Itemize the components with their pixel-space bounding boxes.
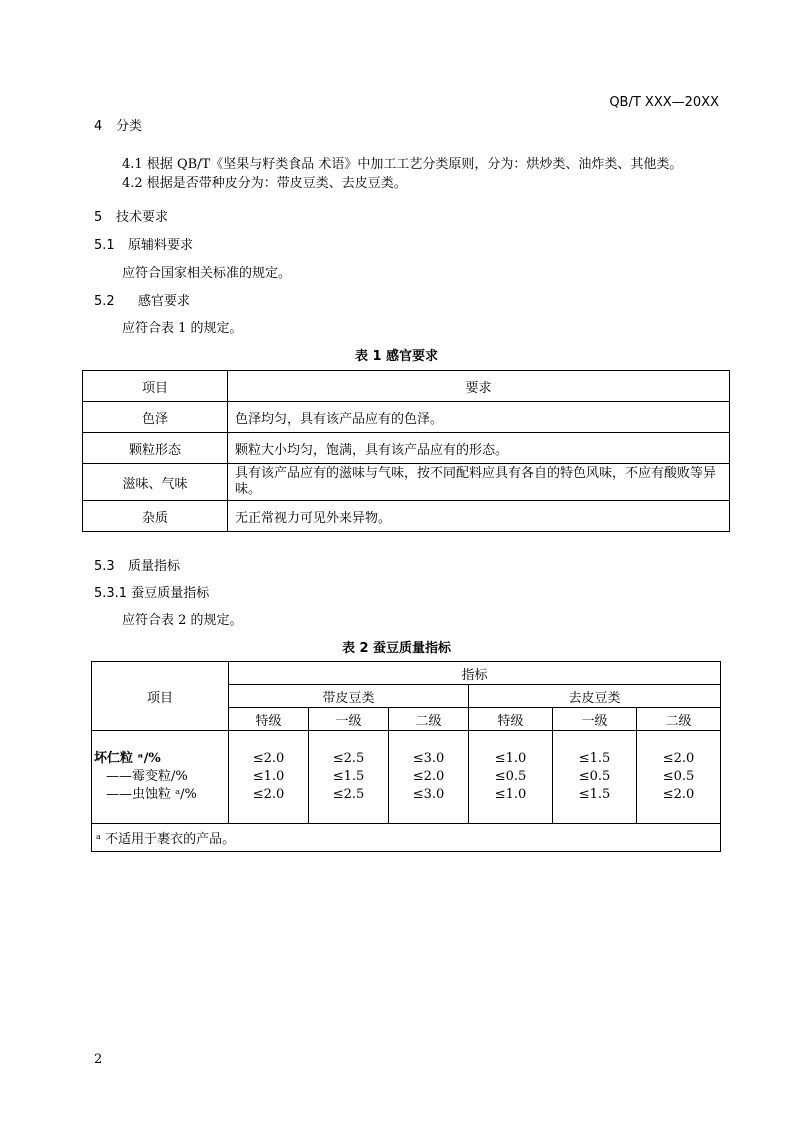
value: ≤3.0	[412, 751, 445, 766]
value: ≤1.0	[494, 787, 527, 802]
row-label-damaged-kernel: 坏仁粒 ᵃ/%	[94, 751, 161, 766]
section-5-3-number: 5.3	[94, 559, 115, 574]
value: ≤1.5	[578, 787, 611, 802]
section-5-3-title: 质量指标	[128, 559, 181, 574]
table-row	[92, 731, 721, 824]
table-2	[91, 661, 721, 852]
table-1-item-cell: 色泽	[83, 402, 228, 433]
value: ≤1.0	[252, 769, 285, 784]
value: ≤2.0	[662, 787, 695, 802]
table-1-requirement-cell: 颗粒大小均匀，饱满，具有该产品应有的形态。	[228, 433, 730, 464]
section-5-1-number: 5.1	[94, 238, 115, 253]
table-2-grade-header: 特级	[469, 708, 553, 731]
value: ≤2.0	[662, 751, 695, 766]
value: ≤2.5	[332, 751, 365, 766]
section-4-title: 分类	[116, 119, 143, 134]
table-1-header-row	[83, 371, 730, 402]
table-2-value-cell	[389, 731, 469, 824]
section-5-2-heading	[94, 290, 190, 309]
table-2-group-skinless: 去皮豆类	[469, 685, 721, 708]
section-5-heading	[94, 206, 168, 225]
table-2-footnote: ᵃ 不适用于裹衣的产品。	[92, 824, 721, 852]
page-number: 2	[94, 1052, 103, 1067]
section-5-1-title: 原辅料要求	[128, 238, 194, 253]
table-2-item-header: 项目	[92, 662, 229, 731]
value: ≤2.0	[252, 751, 285, 766]
value: ≤0.5	[578, 769, 611, 784]
section-5-2-title: 感官要求	[138, 294, 191, 309]
value: ≤3.0	[412, 787, 445, 802]
table-1-requirement-cell: 色泽均匀，具有该产品应有的色泽。	[228, 402, 730, 433]
table-row	[83, 501, 730, 532]
table-2-row-labels	[92, 731, 229, 824]
table-1-item-cell: 颗粒形态	[83, 433, 228, 464]
table-2-grade-header: 二级	[637, 708, 721, 731]
table-2-grade-header: 特级	[229, 708, 309, 731]
table-1-item-cell: 杂质	[83, 501, 228, 532]
table-2-grade-header: 一级	[309, 708, 389, 731]
value: ≤1.0	[494, 751, 527, 766]
section-4-number: 4	[94, 119, 103, 134]
table-1-header-requirement: 要求	[228, 371, 730, 402]
section-5-3-heading	[94, 555, 180, 574]
table-row	[83, 433, 730, 464]
section-5-3-1-heading: 5.3.1 蚕豆质量指标	[94, 586, 210, 601]
table-2-value-cell	[229, 731, 309, 824]
table-2-value-cell	[553, 731, 637, 824]
table-2-caption: 表 2 蚕豆质量指标	[341, 641, 452, 656]
clause-4-2: 4.2 根据是否带种皮分为：带皮豆类、去皮豆类。	[122, 176, 407, 191]
section-5-2-body: 应符合表 1 的规定。	[122, 321, 243, 336]
table-2-grade-header: 一级	[553, 708, 637, 731]
table-1	[82, 370, 730, 532]
table-1-requirement-cell: 具有该产品应有的滋味与气味，按不同配料应具有各自的特色风味，不应有酸败等异味。	[228, 464, 730, 501]
clause-4-1: 4.1 根据 QB/T《坚果与籽类食品 术语》中加工工艺分类原则，分为：烘炒类、油炸类、其他类。	[122, 157, 683, 172]
table-2-group-with-skin: 带皮豆类	[229, 685, 469, 708]
value: ≤2.5	[332, 787, 365, 802]
table-1-caption: 表 1 感官要求	[354, 349, 439, 364]
table-row	[83, 402, 730, 433]
value: ≤1.5	[332, 769, 365, 784]
section-5-title: 技术要求	[116, 210, 169, 225]
section-5-2-number: 5.2	[94, 294, 115, 309]
value: ≤0.5	[662, 769, 695, 784]
row-label-moldy-kernel: ——霉变粒/%	[106, 769, 188, 784]
table-1-requirement-cell: 无正常视力可见外来异物。	[228, 501, 730, 532]
table-2-value-cell	[469, 731, 553, 824]
value: ≤2.0	[412, 769, 445, 784]
table-2-value-cell	[637, 731, 721, 824]
table-1-item-cell: 滋味、气味	[83, 464, 228, 501]
doc-code: QB/T XXX—20XX	[609, 95, 719, 110]
section-5-number: 5	[94, 210, 103, 225]
table-row	[83, 464, 730, 501]
table-2-header-row-1	[92, 662, 721, 685]
table-2-grade-header: 二级	[389, 708, 469, 731]
row-label-insect-kernel: ——虫蚀粒 ᵃ/%	[106, 787, 197, 802]
table-1-header-item: 项目	[83, 371, 228, 402]
section-4-heading	[94, 115, 142, 134]
section-5-1-heading	[94, 234, 193, 253]
section-5-1-body: 应符合国家相关标准的规定。	[122, 266, 292, 281]
section-5-3-1-body: 应符合表 2 的规定。	[122, 613, 243, 628]
value: ≤1.5	[578, 751, 611, 766]
table-2-value-cell	[309, 731, 389, 824]
value: ≤0.5	[494, 769, 527, 784]
table-2-footnote-row	[92, 824, 721, 852]
table-2-index-header: 指标	[229, 662, 721, 685]
value: ≤2.0	[252, 787, 285, 802]
